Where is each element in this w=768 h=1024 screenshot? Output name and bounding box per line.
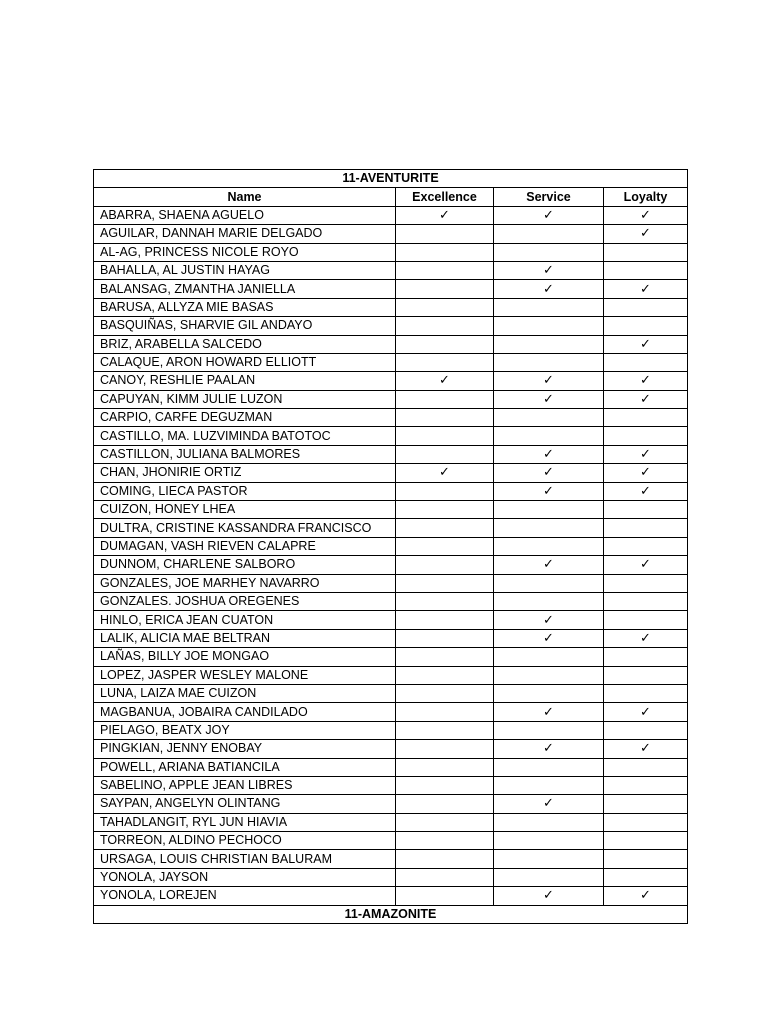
section-title: 11-AVENTURITE	[94, 170, 688, 188]
excellence-cell	[396, 445, 494, 463]
loyalty-cell	[604, 280, 688, 298]
excellence-cell	[396, 556, 494, 574]
loyalty-cell	[604, 317, 688, 335]
excellence-cell	[396, 298, 494, 316]
table-row	[94, 206, 688, 224]
excellence-cell	[396, 280, 494, 298]
check-mark-icon: ✓	[640, 373, 651, 389]
service-cell	[494, 372, 604, 390]
student-rows	[94, 206, 688, 905]
table-row	[94, 445, 688, 463]
check-mark-icon: ✓	[543, 612, 554, 628]
excellence-cell	[396, 832, 494, 850]
student-name: CUIZON, HONEY LHEA	[94, 501, 396, 519]
loyalty-cell	[604, 537, 688, 555]
awards-table	[93, 169, 688, 924]
table-row	[94, 721, 688, 739]
loyalty-cell	[604, 629, 688, 647]
student-name: BASQUIÑAS, SHARVIE GIL ANDAYO	[94, 317, 396, 335]
student-name: CASTILLO, MA. LUZVIMINDA BATOTOC	[94, 427, 396, 445]
student-name: AL-AG, PRINCESS NICOLE ROYO	[94, 243, 396, 261]
table-row	[94, 225, 688, 243]
student-name: SABELINO, APPLE JEAN LIBRES	[94, 776, 396, 794]
table-row	[94, 868, 688, 886]
table-row	[94, 390, 688, 408]
excellence-cell	[396, 464, 494, 482]
loyalty-cell	[604, 648, 688, 666]
student-name: BARUSA, ALLYZA MIE BASAS	[94, 298, 396, 316]
table-row	[94, 813, 688, 831]
service-cell	[494, 206, 604, 224]
excellence-cell	[396, 427, 494, 445]
loyalty-cell	[604, 592, 688, 610]
check-mark-icon: ✓	[543, 888, 554, 904]
service-cell	[494, 592, 604, 610]
excellence-cell	[396, 795, 494, 813]
check-mark-icon: ✓	[640, 207, 651, 223]
service-cell	[494, 887, 604, 905]
excellence-cell	[396, 372, 494, 390]
service-cell	[494, 243, 604, 261]
loyalty-cell	[604, 813, 688, 831]
check-mark-icon: ✓	[439, 373, 450, 389]
check-mark-icon: ✓	[543, 557, 554, 573]
check-mark-icon: ✓	[543, 373, 554, 389]
excellence-cell	[396, 482, 494, 500]
check-mark-icon: ✓	[640, 447, 651, 463]
next-section-row	[94, 905, 688, 923]
loyalty-cell	[604, 868, 688, 886]
student-name: PIELAGO, BEATX JOY	[94, 721, 396, 739]
table-row	[94, 243, 688, 261]
service-cell	[494, 611, 604, 629]
check-mark-icon: ✓	[640, 336, 651, 352]
loyalty-cell	[604, 353, 688, 371]
table-row	[94, 353, 688, 371]
check-mark-icon: ✓	[640, 888, 651, 904]
excellence-cell	[396, 648, 494, 666]
service-cell	[494, 832, 604, 850]
service-cell	[494, 298, 604, 316]
excellence-cell	[396, 390, 494, 408]
student-name: BALANSAG, ZMANTHA JANIELLA	[94, 280, 396, 298]
excellence-cell	[396, 813, 494, 831]
loyalty-cell	[604, 776, 688, 794]
check-mark-icon: ✓	[640, 741, 651, 757]
student-name: AGUILAR, DANNAH MARIE DELGADO	[94, 225, 396, 243]
excellence-cell	[396, 611, 494, 629]
loyalty-cell	[604, 225, 688, 243]
table-row	[94, 537, 688, 555]
check-mark-icon: ✓	[640, 483, 651, 499]
student-name: YONOLA, JAYSON	[94, 868, 396, 886]
excellence-cell	[396, 740, 494, 758]
excellence-cell	[396, 721, 494, 739]
loyalty-cell	[604, 482, 688, 500]
excellence-cell	[396, 666, 494, 684]
section-title-row	[94, 170, 688, 188]
table-row	[94, 280, 688, 298]
table-row	[94, 887, 688, 905]
loyalty-cell	[604, 261, 688, 279]
student-name: CALAQUE, ARON HOWARD ELLIOTT	[94, 353, 396, 371]
service-cell	[494, 574, 604, 592]
student-name: CARPIO, CARFE DEGUZMAN	[94, 409, 396, 427]
table-row	[94, 776, 688, 794]
excellence-cell	[396, 225, 494, 243]
table-row	[94, 592, 688, 610]
service-cell	[494, 335, 604, 353]
student-name: LALIK, ALICIA MAE BELTRAN	[94, 629, 396, 647]
loyalty-cell	[604, 850, 688, 868]
service-cell	[494, 721, 604, 739]
loyalty-cell	[604, 574, 688, 592]
loyalty-cell	[604, 335, 688, 353]
excellence-cell	[396, 335, 494, 353]
table-row	[94, 335, 688, 353]
service-cell	[494, 225, 604, 243]
check-mark-icon: ✓	[640, 281, 651, 297]
excellence-cell	[396, 537, 494, 555]
table-row	[94, 795, 688, 813]
table-row	[94, 501, 688, 519]
student-name: CASTILLON, JULIANA BALMORES	[94, 445, 396, 463]
excellence-column-header: Excellence	[396, 188, 494, 206]
table-row	[94, 464, 688, 482]
service-cell	[494, 703, 604, 721]
check-mark-icon: ✓	[640, 465, 651, 481]
service-cell	[494, 261, 604, 279]
service-cell	[494, 445, 604, 463]
loyalty-cell	[604, 372, 688, 390]
student-name: HINLO, ERICA JEAN CUATON	[94, 611, 396, 629]
excellence-cell	[396, 409, 494, 427]
loyalty-cell	[604, 390, 688, 408]
service-cell	[494, 317, 604, 335]
check-mark-icon: ✓	[640, 557, 651, 573]
excellence-cell	[396, 758, 494, 776]
loyalty-cell	[604, 464, 688, 482]
service-cell	[494, 629, 604, 647]
service-cell	[494, 556, 604, 574]
check-mark-icon: ✓	[543, 796, 554, 812]
student-name: GONZALES. JOSHUA OREGENES	[94, 592, 396, 610]
next-section-title: 11-AMAZONITE	[94, 905, 688, 923]
service-cell	[494, 868, 604, 886]
excellence-cell	[396, 684, 494, 702]
loyalty-column-header: Loyalty	[604, 188, 688, 206]
table-row	[94, 629, 688, 647]
excellence-cell	[396, 261, 494, 279]
student-name: DUMAGAN, VASH RIEVEN CALAPRE	[94, 537, 396, 555]
excellence-cell	[396, 776, 494, 794]
service-cell	[494, 280, 604, 298]
check-mark-icon: ✓	[543, 263, 554, 279]
excellence-cell	[396, 887, 494, 905]
student-name: YONOLA, LOREJEN	[94, 887, 396, 905]
column-header-row	[94, 188, 688, 206]
table-row	[94, 427, 688, 445]
loyalty-cell	[604, 887, 688, 905]
check-mark-icon: ✓	[640, 704, 651, 720]
student-name: MAGBANUA, JOBAIRA CANDILADO	[94, 703, 396, 721]
table-row	[94, 317, 688, 335]
student-name: BAHALLA, AL JUSTIN HAYAG	[94, 261, 396, 279]
check-mark-icon: ✓	[543, 741, 554, 757]
table-row	[94, 666, 688, 684]
table-row	[94, 703, 688, 721]
student-name: COMING, LIECA PASTOR	[94, 482, 396, 500]
service-cell	[494, 740, 604, 758]
check-mark-icon: ✓	[543, 391, 554, 407]
loyalty-cell	[604, 611, 688, 629]
table-row	[94, 372, 688, 390]
excellence-cell	[396, 519, 494, 537]
excellence-cell	[396, 501, 494, 519]
service-cell	[494, 537, 604, 555]
loyalty-cell	[604, 795, 688, 813]
student-name: GONZALES, JOE MARHEY NAVARRO	[94, 574, 396, 592]
excellence-cell	[396, 317, 494, 335]
check-mark-icon: ✓	[543, 447, 554, 463]
excellence-cell	[396, 353, 494, 371]
loyalty-cell	[604, 243, 688, 261]
table-row	[94, 298, 688, 316]
student-name: DUNNOM, CHARLENE SALBORO	[94, 556, 396, 574]
check-mark-icon: ✓	[640, 226, 651, 242]
excellence-cell	[396, 868, 494, 886]
loyalty-cell	[604, 298, 688, 316]
student-name: PINGKIAN, JENNY ENOBAY	[94, 740, 396, 758]
excellence-cell	[396, 629, 494, 647]
service-cell	[494, 409, 604, 427]
student-name: LAÑAS, BILLY JOE MONGAO	[94, 648, 396, 666]
excellence-cell	[396, 592, 494, 610]
table-row	[94, 556, 688, 574]
student-name: ABARRA, SHAENA AGUELO	[94, 206, 396, 224]
table-row	[94, 574, 688, 592]
check-mark-icon: ✓	[543, 704, 554, 720]
service-cell	[494, 482, 604, 500]
excellence-cell	[396, 850, 494, 868]
check-mark-icon: ✓	[640, 630, 651, 646]
table-row	[94, 850, 688, 868]
loyalty-cell	[604, 427, 688, 445]
check-mark-icon: ✓	[543, 483, 554, 499]
loyalty-cell	[604, 832, 688, 850]
loyalty-cell	[604, 501, 688, 519]
check-mark-icon: ✓	[543, 207, 554, 223]
excellence-cell	[396, 703, 494, 721]
student-name: CHAN, JHONIRIE ORTIZ	[94, 464, 396, 482]
student-name: DULTRA, CRISTINE KASSANDRA FRANCISCO	[94, 519, 396, 537]
table-row	[94, 409, 688, 427]
student-name: CAPUYAN, KIMM JULIE LUZON	[94, 390, 396, 408]
excellence-cell	[396, 243, 494, 261]
student-name: BRIZ, ARABELLA SALCEDO	[94, 335, 396, 353]
check-mark-icon: ✓	[640, 391, 651, 407]
loyalty-cell	[604, 666, 688, 684]
student-name: LUNA, LAIZA MAE CUIZON	[94, 684, 396, 702]
check-mark-icon: ✓	[439, 207, 450, 223]
service-cell	[494, 390, 604, 408]
excellence-cell	[396, 206, 494, 224]
student-name: LOPEZ, JASPER WESLEY MALONE	[94, 666, 396, 684]
loyalty-cell	[604, 556, 688, 574]
student-name: URSAGA, LOUIS CHRISTIAN BALURAM	[94, 850, 396, 868]
service-cell	[494, 464, 604, 482]
check-mark-icon: ✓	[543, 465, 554, 481]
loyalty-cell	[604, 684, 688, 702]
service-cell	[494, 813, 604, 831]
service-cell	[494, 519, 604, 537]
service-cell	[494, 353, 604, 371]
student-name: POWELL, ARIANA BATIANCILA	[94, 758, 396, 776]
service-cell	[494, 501, 604, 519]
service-cell	[494, 776, 604, 794]
loyalty-cell	[604, 721, 688, 739]
loyalty-cell	[604, 740, 688, 758]
loyalty-cell	[604, 206, 688, 224]
loyalty-cell	[604, 445, 688, 463]
service-cell	[494, 758, 604, 776]
name-column-header: Name	[94, 188, 396, 206]
service-cell	[494, 648, 604, 666]
excellence-cell	[396, 574, 494, 592]
service-cell	[494, 666, 604, 684]
table-row	[94, 684, 688, 702]
service-cell	[494, 850, 604, 868]
table-row	[94, 482, 688, 500]
table-row	[94, 832, 688, 850]
student-name: TAHADLANGIT, RYL JUN HIAVIA	[94, 813, 396, 831]
loyalty-cell	[604, 758, 688, 776]
loyalty-cell	[604, 703, 688, 721]
check-mark-icon: ✓	[543, 281, 554, 297]
table-row	[94, 758, 688, 776]
table-row	[94, 648, 688, 666]
table-row	[94, 519, 688, 537]
student-name: CANOY, RESHLIE PAALAN	[94, 372, 396, 390]
student-name: SAYPAN, ANGELYN OLINTANG	[94, 795, 396, 813]
service-cell	[494, 795, 604, 813]
service-column-header: Service	[494, 188, 604, 206]
loyalty-cell	[604, 519, 688, 537]
table-row	[94, 740, 688, 758]
service-cell	[494, 427, 604, 445]
table-row	[94, 261, 688, 279]
student-name: TORREON, ALDINO PECHOCO	[94, 832, 396, 850]
check-mark-icon: ✓	[543, 630, 554, 646]
loyalty-cell	[604, 409, 688, 427]
table-row	[94, 611, 688, 629]
check-mark-icon: ✓	[439, 465, 450, 481]
service-cell	[494, 684, 604, 702]
